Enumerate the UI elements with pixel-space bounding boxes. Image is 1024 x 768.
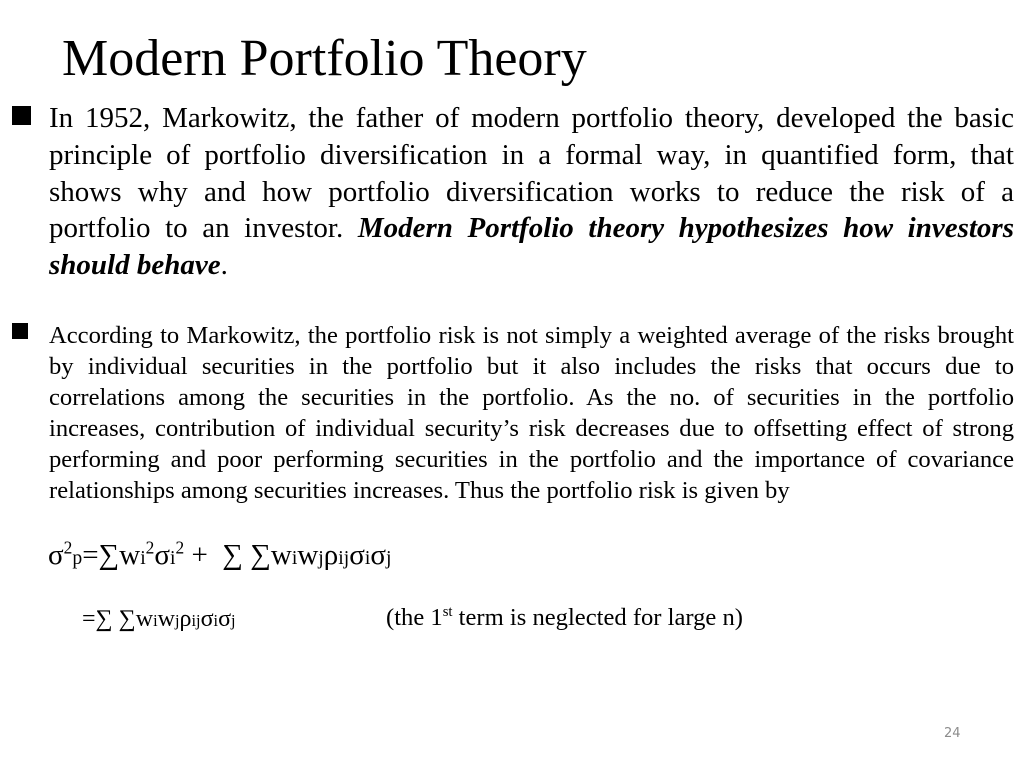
- formula-subscript: p: [72, 547, 83, 570]
- formula-subscript: j: [385, 547, 392, 570]
- formula-superscript: 2: [63, 537, 73, 558]
- bullet-1-body: In 1952, Markowitz, the father of modern portfolio theory, developed the basic principle of portfolio diversification in a formal way, in quantified form, that shows why and how portfolio diversification works to reduce the risk of a portfolio to an investor.: [49, 102, 1014, 245]
- formula-subscript: j: [318, 547, 324, 570]
- note-superscript: st: [442, 603, 453, 620]
- formula-subscript: i: [213, 611, 219, 631]
- portfolio-variance-formula: [48, 537, 391, 576]
- formula-subscript: j: [174, 611, 180, 631]
- simplified-variance-formula: [82, 604, 236, 636]
- bullet-text-1: [49, 100, 1014, 284]
- formula-symbol: ρ: [179, 606, 192, 632]
- formula-symbol: ρ: [323, 539, 339, 571]
- formula-subscript: i: [291, 547, 298, 570]
- formula-symbol: + ∑ ∑w: [184, 539, 292, 571]
- formula-symbol: σ: [48, 539, 64, 571]
- formula-symbol: =∑w: [82, 539, 141, 571]
- formula-subscript: i: [364, 547, 371, 570]
- formula-subscript: i: [153, 611, 158, 631]
- formula-symbol: σ: [218, 606, 232, 632]
- note-text: (the 1: [386, 604, 443, 631]
- formula-subscript: ij: [191, 611, 201, 631]
- square-bullet-icon: [12, 323, 28, 339]
- formula-symbol: =∑ ∑w: [82, 606, 154, 632]
- page-number: 24: [944, 726, 961, 741]
- bullet-text-2: According to Markowitz, the portfolio risk is not simply a weighted average of the risks brought by individual securities in the portfolio but it also includes the risks that occurs due to correlations among the securities in the portfolio. As the no. of securities in the portfolio increases, contribution of individual security’s risk decreases due to offsetting effect of strong performing and poor performing securities in the portfolio and the importance of covariance relationships among securities increases. Thus the portfolio risk is given by: [49, 322, 1014, 504]
- formula-symbol: σ: [349, 539, 365, 571]
- formula-superscript: 2: [145, 537, 155, 558]
- formula-symbol: w: [157, 606, 175, 632]
- formula-symbol: σ: [370, 539, 386, 571]
- formula-subscript: i: [140, 547, 146, 570]
- formula-superscript: 2: [175, 537, 185, 558]
- bullet-1-end: .: [220, 249, 228, 282]
- formula-note: [386, 602, 743, 634]
- bullet-1-emphasis: Modern Portfolio theory hypothesizes how investors should behave: [49, 212, 1014, 282]
- formula-symbol: w: [297, 539, 319, 571]
- formula-subscript: ij: [338, 547, 350, 570]
- slide-title: Modern Portfolio Theory: [62, 30, 587, 87]
- formula-subscript: i: [170, 547, 176, 570]
- formula-subscript: j: [231, 611, 236, 631]
- note-text: term is neglected for large n): [452, 604, 743, 631]
- formula-symbol: σ: [154, 539, 171, 571]
- formula-symbol: σ: [200, 606, 214, 632]
- square-bullet-icon: [12, 106, 31, 125]
